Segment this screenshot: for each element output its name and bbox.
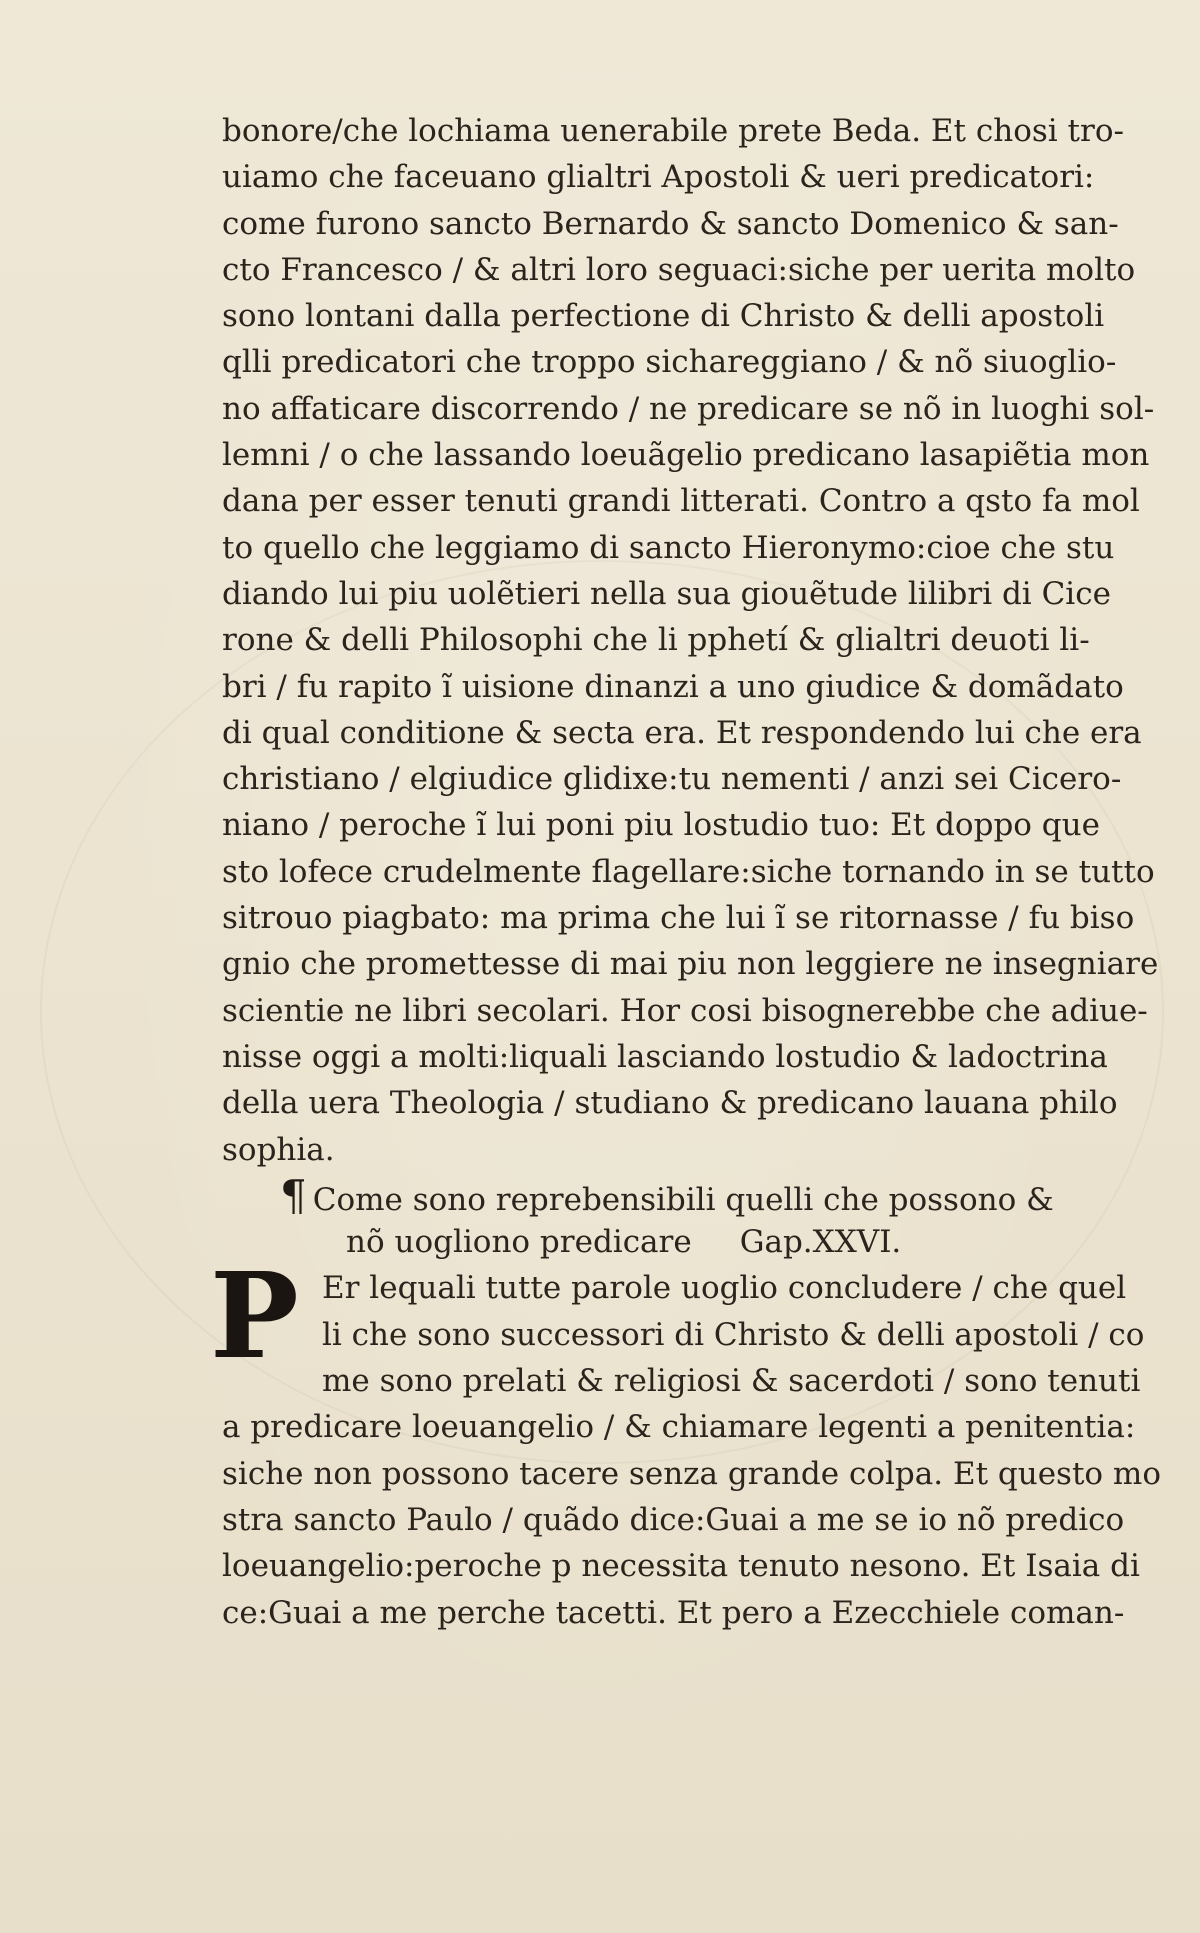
text-line: dana per esser tenuti grandi litterati. Contro a qsto fa mol <box>222 483 1140 520</box>
chapter-heading-text: Come sono reprebensibili quelli che possono & <box>312 1181 1054 1218</box>
pilcrow-mark: ¶ <box>280 1170 307 1220</box>
text-line: sitrouo piagbato: ma prima che lui ĩ se ritornasse / fu biso <box>222 900 1135 937</box>
chapter-heading-line-1 <box>222 1170 1092 1220</box>
text-line: to quello che leggiamo di sancto Hieronymo:cioe che stu <box>222 529 1115 566</box>
text-line: sono lontani dalla perfectione di Christo & delli apostoli <box>222 298 1105 335</box>
page-text <box>210 108 1161 1636</box>
chapter-heading-line-2 <box>222 1219 1092 1265</box>
text-line: no affaticare discorrendo / ne predicare se nõ in luoghi sol- <box>222 390 1155 427</box>
text-line: me sono prelati & religiosi & sacerdoti / sono tenuti <box>322 1363 1141 1400</box>
text-line: bonore/che lochiama uenerabile prete Beda. Et chosi tro- <box>222 113 1124 149</box>
text-line: della uera Theologia / studiano & predicano lauana philo <box>222 1085 1118 1122</box>
drop-cap: P <box>210 1246 299 1386</box>
chapter-heading-text-2: nõ uogliono predicare <box>346 1224 692 1261</box>
text-line: diando lui piu uolẽtieri nella sua giouẽtude lilibri di Cice <box>222 575 1111 612</box>
text-line: bri / fu rapito ĩ uisione dinanzi a uno giudice & domãdato <box>222 668 1124 705</box>
second-paragraph <box>210 1246 1161 1635</box>
text-line: niano / peroche ĩ lui poni piu lostudio tuo: Et doppo que <box>222 807 1100 844</box>
text-line: nisse oggi a molti:liquali lasciando lostudio & ladoctrina <box>222 1038 1108 1075</box>
text-line: loeuangelio:peroche p necessita tenuto nesono. Et Isaia di <box>222 1548 1140 1585</box>
text-line: Er lequali tutte parole uoglio concludere / che quel <box>322 1270 1127 1307</box>
text-line: ce:Guai a me perche tacetti. Et pero a Ezecchiele coman- <box>222 1594 1125 1631</box>
text-line: christiano / elgiudice glidixe:tu nementi / anzi sei Cicero- <box>222 761 1122 798</box>
text-line: come furono sancto Bernardo & sancto Domenico & san- <box>222 205 1119 242</box>
text-line: cto Francesco / & altri loro seguaci:siche per uerita molto <box>222 251 1136 288</box>
text-line: uiamo che faceuano glialtri Apostoli & ueri predicatori: <box>222 159 1095 196</box>
text-line: sto lofece crudelmente flagellare:siche tornando in se tutto <box>222 853 1155 890</box>
text-line: scientie ne libri secolari. Hor cosi bisognerebbe che adiue- <box>222 992 1148 1029</box>
text-line: li che sono successori di Christo & delli apostoli / co <box>322 1316 1145 1353</box>
text-line: siche non possono tacere senza grande colpa. Et questo mo <box>222 1455 1161 1492</box>
text-line: qlli predicatori che troppo sichareggiano / & nõ siuoglio- <box>222 344 1117 381</box>
text-line: a predicare loeuangelio / & chiamare legenti a penitentia: <box>222 1409 1136 1446</box>
text-line: lemni / o che lassando loeuãgelio predicano lasapiẽtia mon <box>222 437 1150 474</box>
text-line: di qual conditione & secta era. Et respondendo lui che era <box>222 714 1142 751</box>
text-line: sophia. <box>222 1131 335 1168</box>
text-line: rone & delli Philosophi che li pphetí & glialtri deuoti li- <box>222 622 1090 659</box>
text-line: stra sancto Paulo / quãdo dice:Guai a me se io nõ predico <box>222 1501 1125 1538</box>
chapter-number: Gap.XXVI. <box>739 1224 902 1261</box>
text-line: gnio che promettesse di mai piu non leggiere ne insegniare <box>222 946 1159 983</box>
